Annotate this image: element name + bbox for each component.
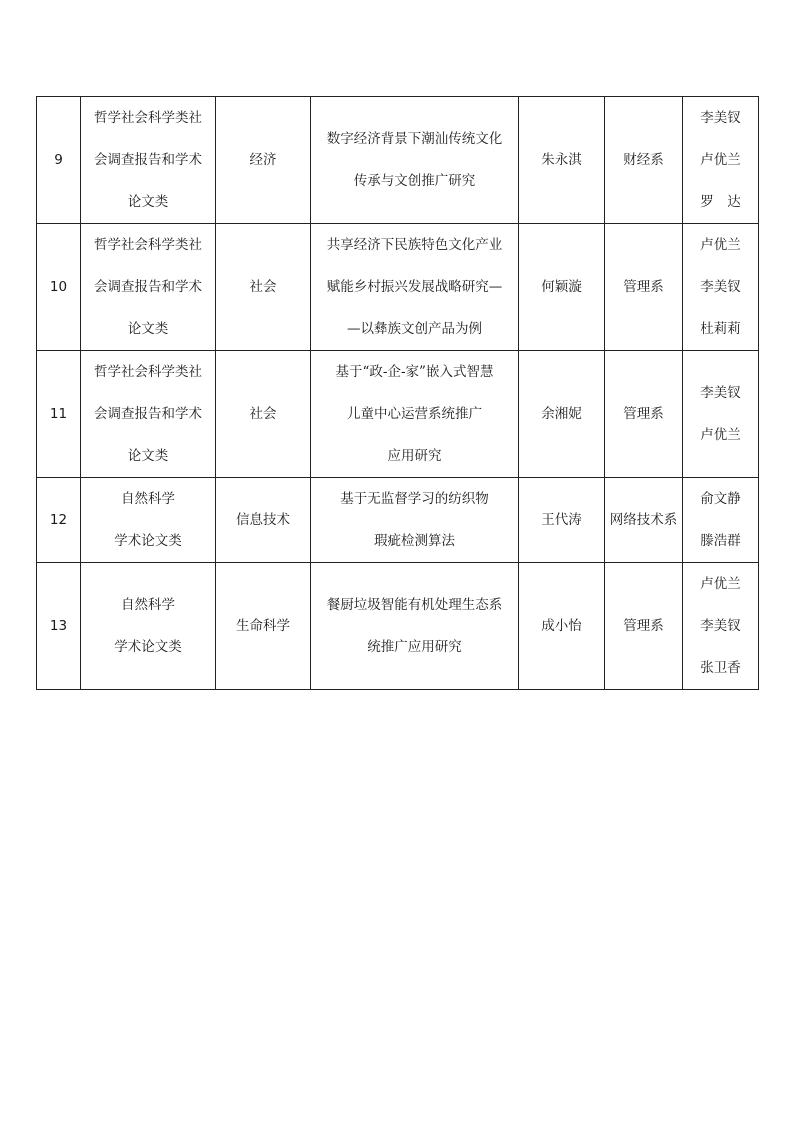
category-cell — [81, 478, 216, 563]
advisors-cell — [683, 478, 759, 563]
row-number: 13 — [37, 563, 81, 690]
category-line: 自然科学 — [121, 491, 175, 507]
title-cell — [311, 563, 519, 690]
category-line: 自然科学 — [121, 597, 175, 613]
advisor-name: 卢优兰 — [700, 427, 741, 443]
category-line: 论文类 — [127, 321, 169, 337]
table-row — [37, 97, 759, 224]
title-line: 统推广应用研究 — [367, 639, 462, 655]
field-cell: 生命科学 — [216, 563, 311, 690]
category-line: 学术论文类 — [114, 533, 182, 549]
leader-cell: 成小怡 — [519, 563, 605, 690]
field-cell: 社会 — [216, 224, 311, 351]
title-line: 共享经济下民族特色文化产业 — [326, 237, 503, 253]
department-cell: 管理系 — [605, 563, 683, 690]
row-number: 12 — [37, 478, 81, 563]
title-line: 应用研究 — [387, 448, 442, 464]
advisor-name: 滕浩群 — [700, 533, 741, 549]
category-line: 会调查报告和学术 — [94, 406, 202, 422]
category-cell — [81, 97, 216, 224]
advisor-name: 卢优兰 — [700, 152, 741, 168]
category-line: 哲学社会科学类社 — [94, 237, 202, 253]
project-table — [36, 96, 759, 690]
title-line: —以彝族文创产品为例 — [347, 321, 482, 337]
category-line: 论文类 — [127, 448, 169, 464]
advisor-name: 杜莉莉 — [700, 321, 741, 337]
advisors-cell — [683, 563, 759, 690]
leader-cell: 余湘妮 — [519, 351, 605, 478]
table-row — [37, 351, 759, 478]
title-line: 基于无监督学习的纺织物 — [340, 491, 489, 507]
category-line: 哲学社会科学类社 — [94, 110, 202, 126]
title-cell — [311, 351, 519, 478]
department-cell: 网络技术系 — [605, 478, 683, 563]
title-line: 瑕疵检测算法 — [374, 533, 455, 549]
category-line: 会调查报告和学术 — [94, 279, 202, 295]
advisor-name: 李美钗 — [700, 618, 741, 634]
leader-cell: 何颖漩 — [519, 224, 605, 351]
advisor-name: 卢优兰 — [700, 576, 741, 592]
table-row — [37, 478, 759, 563]
advisors-cell — [683, 224, 759, 351]
title-line: 基于“政-企-家”嵌入式智慧 — [335, 364, 494, 380]
department-cell: 财经系 — [605, 97, 683, 224]
row-number: 10 — [37, 224, 81, 351]
category-cell — [81, 351, 216, 478]
advisor-name: 李美钗 — [700, 110, 741, 126]
advisors-cell — [683, 97, 759, 224]
advisor-name: 卢优兰 — [700, 237, 741, 253]
category-line: 哲学社会科学类社 — [94, 364, 202, 380]
advisor-name: 张卫香 — [700, 660, 741, 676]
category-line: 会调查报告和学术 — [94, 152, 202, 168]
field-cell: 社会 — [216, 351, 311, 478]
title-cell — [311, 224, 519, 351]
advisor-name: 李美钗 — [700, 279, 741, 295]
title-cell — [311, 478, 519, 563]
row-number: 11 — [37, 351, 81, 478]
title-cell — [311, 97, 519, 224]
leader-cell: 朱永淇 — [519, 97, 605, 224]
advisor-name: 俞文静 — [700, 491, 741, 507]
row-number: 9 — [37, 97, 81, 224]
field-cell: 信息技术 — [216, 478, 311, 563]
title-line: 传承与文创推广研究 — [353, 173, 476, 189]
department-cell: 管理系 — [605, 224, 683, 351]
category-cell — [81, 563, 216, 690]
department-cell: 管理系 — [605, 351, 683, 478]
title-line: 儿童中心运营系统推广 — [347, 406, 482, 422]
category-line: 论文类 — [127, 194, 169, 210]
title-line: 赋能乡村振兴发展战略研究— — [326, 279, 503, 295]
title-line: 餐厨垃圾智能有机处理生态系 — [326, 597, 503, 613]
table-row — [37, 224, 759, 351]
field-cell: 经济 — [216, 97, 311, 224]
advisor-name: 罗 达 — [700, 194, 741, 210]
leader-cell: 王代涛 — [519, 478, 605, 563]
category-cell — [81, 224, 216, 351]
advisors-cell — [683, 351, 759, 478]
category-line: 学术论文类 — [114, 639, 182, 655]
advisor-name: 李美钗 — [700, 385, 741, 401]
table-row — [37, 563, 759, 690]
title-line: 数字经济背景下潮汕传统文化 — [326, 131, 503, 147]
